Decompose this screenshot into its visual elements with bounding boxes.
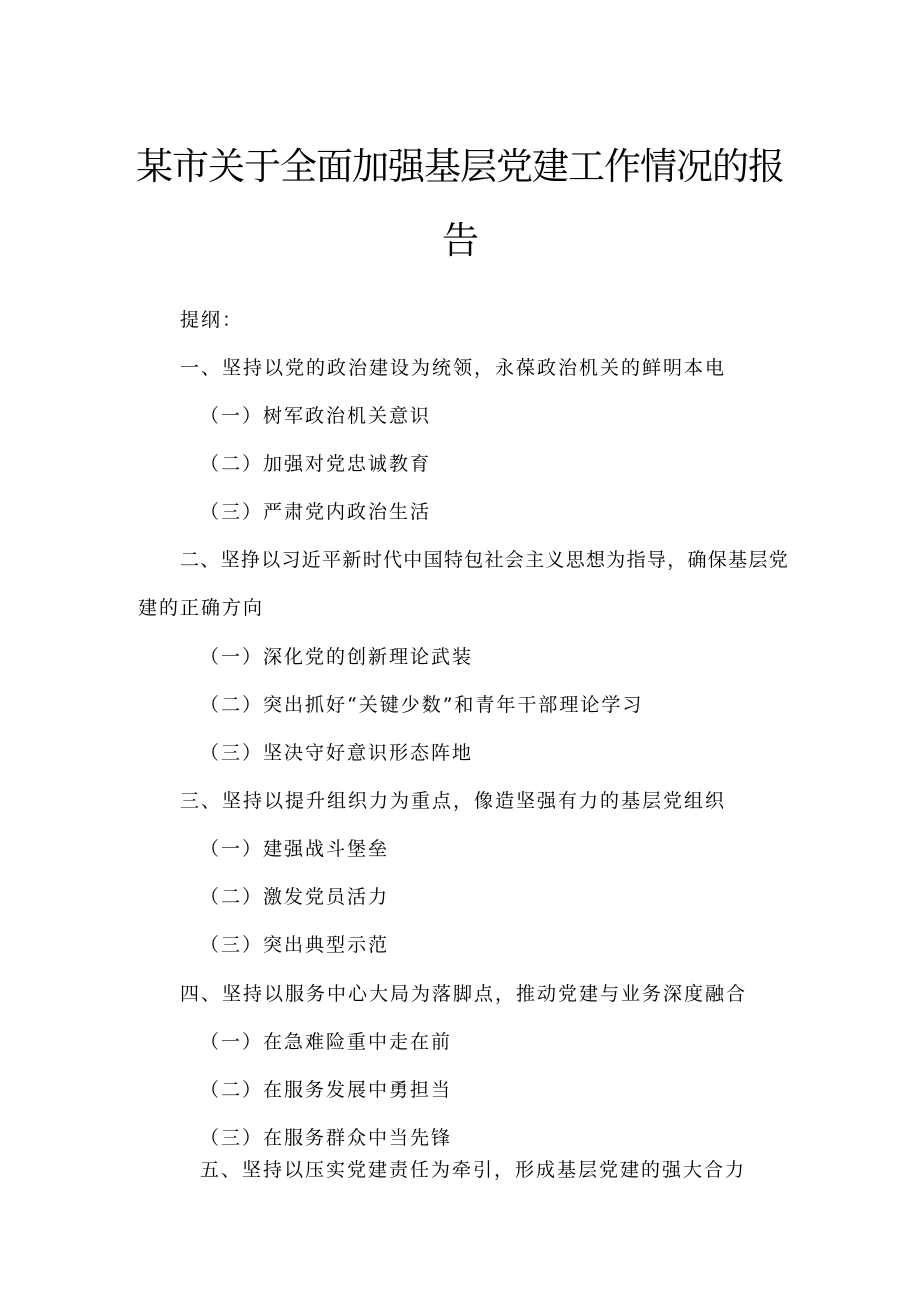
section-1-item-3: （三）严肃党内政治生活 bbox=[200, 501, 432, 523]
section-3-item-2: （二）激发党员活力 bbox=[200, 886, 390, 908]
section-2-item-2: （二）突出抓好“关键少数”和青年干部理论学习 bbox=[200, 694, 644, 716]
section-4-item-2: （二）在服务发展中勇担当 bbox=[200, 1079, 453, 1101]
section-heading-3: 三、坚持以提升组织力为重点，像造坚强有力的基层党组织 bbox=[180, 790, 727, 812]
section-heading-1: 一、坚持以党的政治建设为统领，永葆政治机关的鲜明本电 bbox=[180, 357, 727, 379]
section-heading-2-line-1: 二、坚挣以习近平新时代中国特包社会主义思想为指导，确保基层党 bbox=[180, 549, 790, 571]
document-title-line-2: 告 bbox=[442, 219, 478, 262]
section-2-item-1: （一）深化党的创新理论武装 bbox=[200, 646, 474, 668]
document-title-line-1: 某市关于全面加强基层党建工作情况的报 bbox=[136, 145, 784, 188]
section-2-item-3: （三）坚决守好意识形态阵地 bbox=[200, 742, 474, 764]
section-4-item-1: （一）在急难险重中走在前 bbox=[200, 1031, 453, 1053]
section-heading-2-line-2: 建的正确方向 bbox=[138, 597, 265, 619]
section-3-item-1: （一）建强战斗堡垒 bbox=[200, 838, 390, 860]
section-3-item-3: （三）突出典型示范 bbox=[200, 934, 390, 956]
section-1-item-2: （二）加强对党忠诚教育 bbox=[200, 453, 432, 475]
section-1-item-1: （一）树军政治机关意识 bbox=[200, 405, 432, 427]
section-4-item-3: （三）在服务群众中当先锋 bbox=[200, 1127, 453, 1149]
section-heading-4: 四、坚持以服务中心大局为落脚点，推动党建与业务深度融合 bbox=[180, 983, 748, 1005]
outline-label: 提纲： bbox=[180, 309, 244, 331]
section-heading-5: 五、坚持以压实党建责任为牵引，形成基层党建的强大合力 bbox=[200, 1159, 747, 1181]
